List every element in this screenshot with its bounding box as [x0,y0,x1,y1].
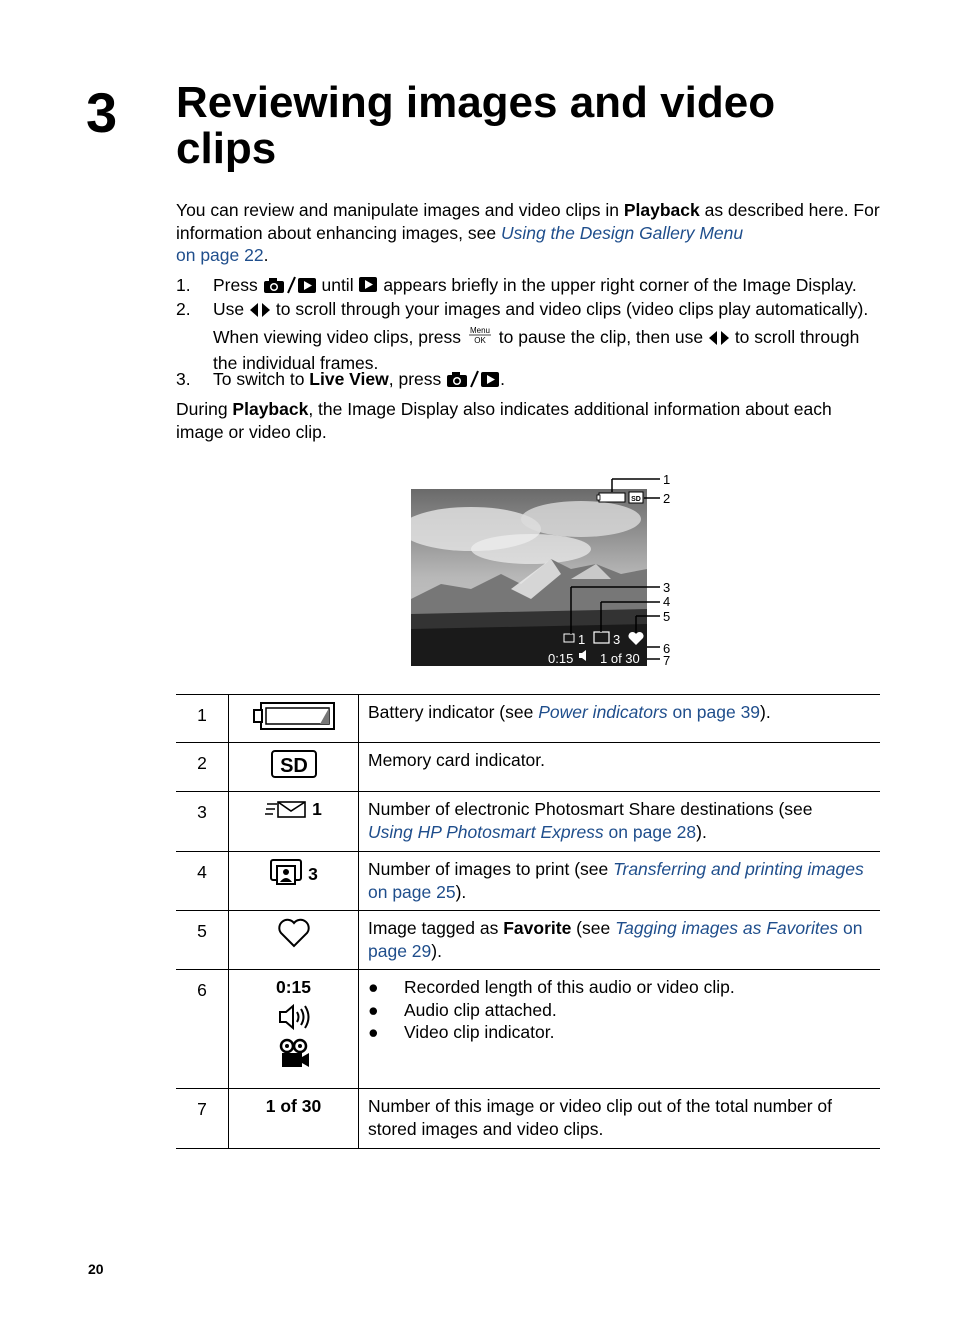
share-envelope-icon [265,799,307,825]
row-number: 5 [176,911,229,970]
callout-4: 4 [663,594,671,609]
table-row [176,852,880,911]
camera-playback-toggle-icon [446,370,500,395]
step-text: to pause the clip, then use [498,326,708,347]
table-row [176,970,880,1089]
step-text: appears briefly in the upper right corner of the Image Display. [383,275,857,295]
table-row [176,1089,880,1149]
transferring-printing-link[interactable]: Transferring and printing images on page 25 [368,859,864,902]
print-icon [269,858,303,892]
callout-2: 2 [663,491,671,506]
step-3 [176,368,884,395]
speaker-icon [229,1003,358,1037]
intro-text-2: as described here. For information about enhancing images, see [176,200,880,243]
step-text: , press [388,369,447,389]
list-item: ● Recorded length of this audio or video clip. [368,977,735,997]
playback-icon [358,276,378,301]
step-text: Use [213,299,249,319]
callout-7: 7 [663,653,671,668]
svg-text:SD: SD [279,755,308,777]
svg-text:1: 1 [578,632,586,647]
table-row [176,911,880,970]
chapter-title: Reviewing images and video clips [176,78,776,173]
step-text: . [500,369,506,389]
list-item: ● Audio clip attached. [368,999,557,1020]
intro-bold: Playback [623,200,700,220]
design-gallery-link[interactable]: Using the Design Gallery Menu on page 22 [176,222,744,265]
table-row [176,695,880,743]
row-description: Number of images to print (see Transferring and printing images on page 25). [359,852,881,911]
share-count: 1 [312,799,322,819]
step-text: until [321,275,359,295]
chapter-number: 3 [86,81,118,144]
row-description: Number of electronic Photosmart Share destinations (see Using HP Photosmart Express on page 28). [359,792,881,852]
during-bold: Playback [232,399,309,419]
table-row [176,792,880,852]
intro-paragraph [176,199,884,267]
table-row [176,743,880,792]
step-text: To switch to [213,369,310,389]
heart-icon [277,933,311,953]
figure-callouts [600,472,680,672]
step-2 [176,298,884,376]
callout-1: 1 [663,472,671,487]
callout-5: 5 [663,609,671,624]
power-indicators-link[interactable]: Power indicators on page 39 [538,702,761,722]
camera-playback-toggle-icon [263,276,317,301]
row-description: Image tagged as Favorite (see Tagging images as Favorites on page 29). [359,911,881,970]
intro-text: You can review and manipulate images and video clips in [176,200,624,220]
svg-text:1 of 30: 1 of 30 [600,651,640,666]
svg-text:SD: SD [631,496,641,503]
row-number: 2 [176,743,229,792]
left-right-arrows-icon [249,301,271,325]
row-description: Battery indicator (see Power indicators on page 39). [359,695,881,743]
during-paragraph [176,398,884,443]
page-number: 20 [88,1261,104,1277]
photosmart-express-link[interactable]: Using HP Photosmart Express on page 28 [368,821,697,842]
svg-text:Menu: Menu [469,325,490,335]
step-number: 1. [176,275,191,295]
step-1 [176,274,884,301]
during-text: During [176,399,233,419]
print-count: 3 [308,864,318,884]
callout-3: 3 [663,580,671,595]
step-number: 2. [176,299,191,319]
left-right-arrows-icon [708,329,730,353]
row-number: 3 [176,792,229,852]
row-number: 1 [176,695,229,743]
step-text: Press [213,275,263,295]
during-text-2: , the Image Display also indicates additional information about each image or video clip. [176,399,832,442]
row-number: 4 [176,852,229,911]
menu-ok-button-icon [466,325,494,352]
svg-text:0:15: 0:15 [548,651,574,666]
step-text: to scroll through your images and video clips (video clips play automatically). When viewing video clips, press [213,299,869,347]
battery-icon [252,715,336,735]
intro-end: . [263,245,269,265]
image-count: 1 of 30 [229,1089,359,1149]
callout-6: 6 [663,641,671,656]
step-text: to scroll through the individual frames. [213,326,860,373]
tagging-favorites-link[interactable]: Tagging images as Favorites on page 29 [368,918,863,961]
svg-text:OK: OK [474,335,486,345]
live-view-label: Live View [309,369,389,389]
video-camera-icon [229,1038,358,1076]
legend-table [176,694,880,1149]
row-description: Memory card indicator. [359,743,881,792]
row-number: 7 [176,1089,229,1149]
step-number: 3. [176,369,191,389]
clip-length: 0:15 [275,977,312,997]
list-item: ● Video clip indicator. [368,1022,555,1042]
row-number: 6 [176,970,229,1089]
row-description [359,970,881,1089]
sd-card-icon [270,755,318,783]
svg-text:3: 3 [613,632,621,647]
row-description: Number of this image or video clip out of the total number of stored images and video clips. [359,1089,881,1149]
